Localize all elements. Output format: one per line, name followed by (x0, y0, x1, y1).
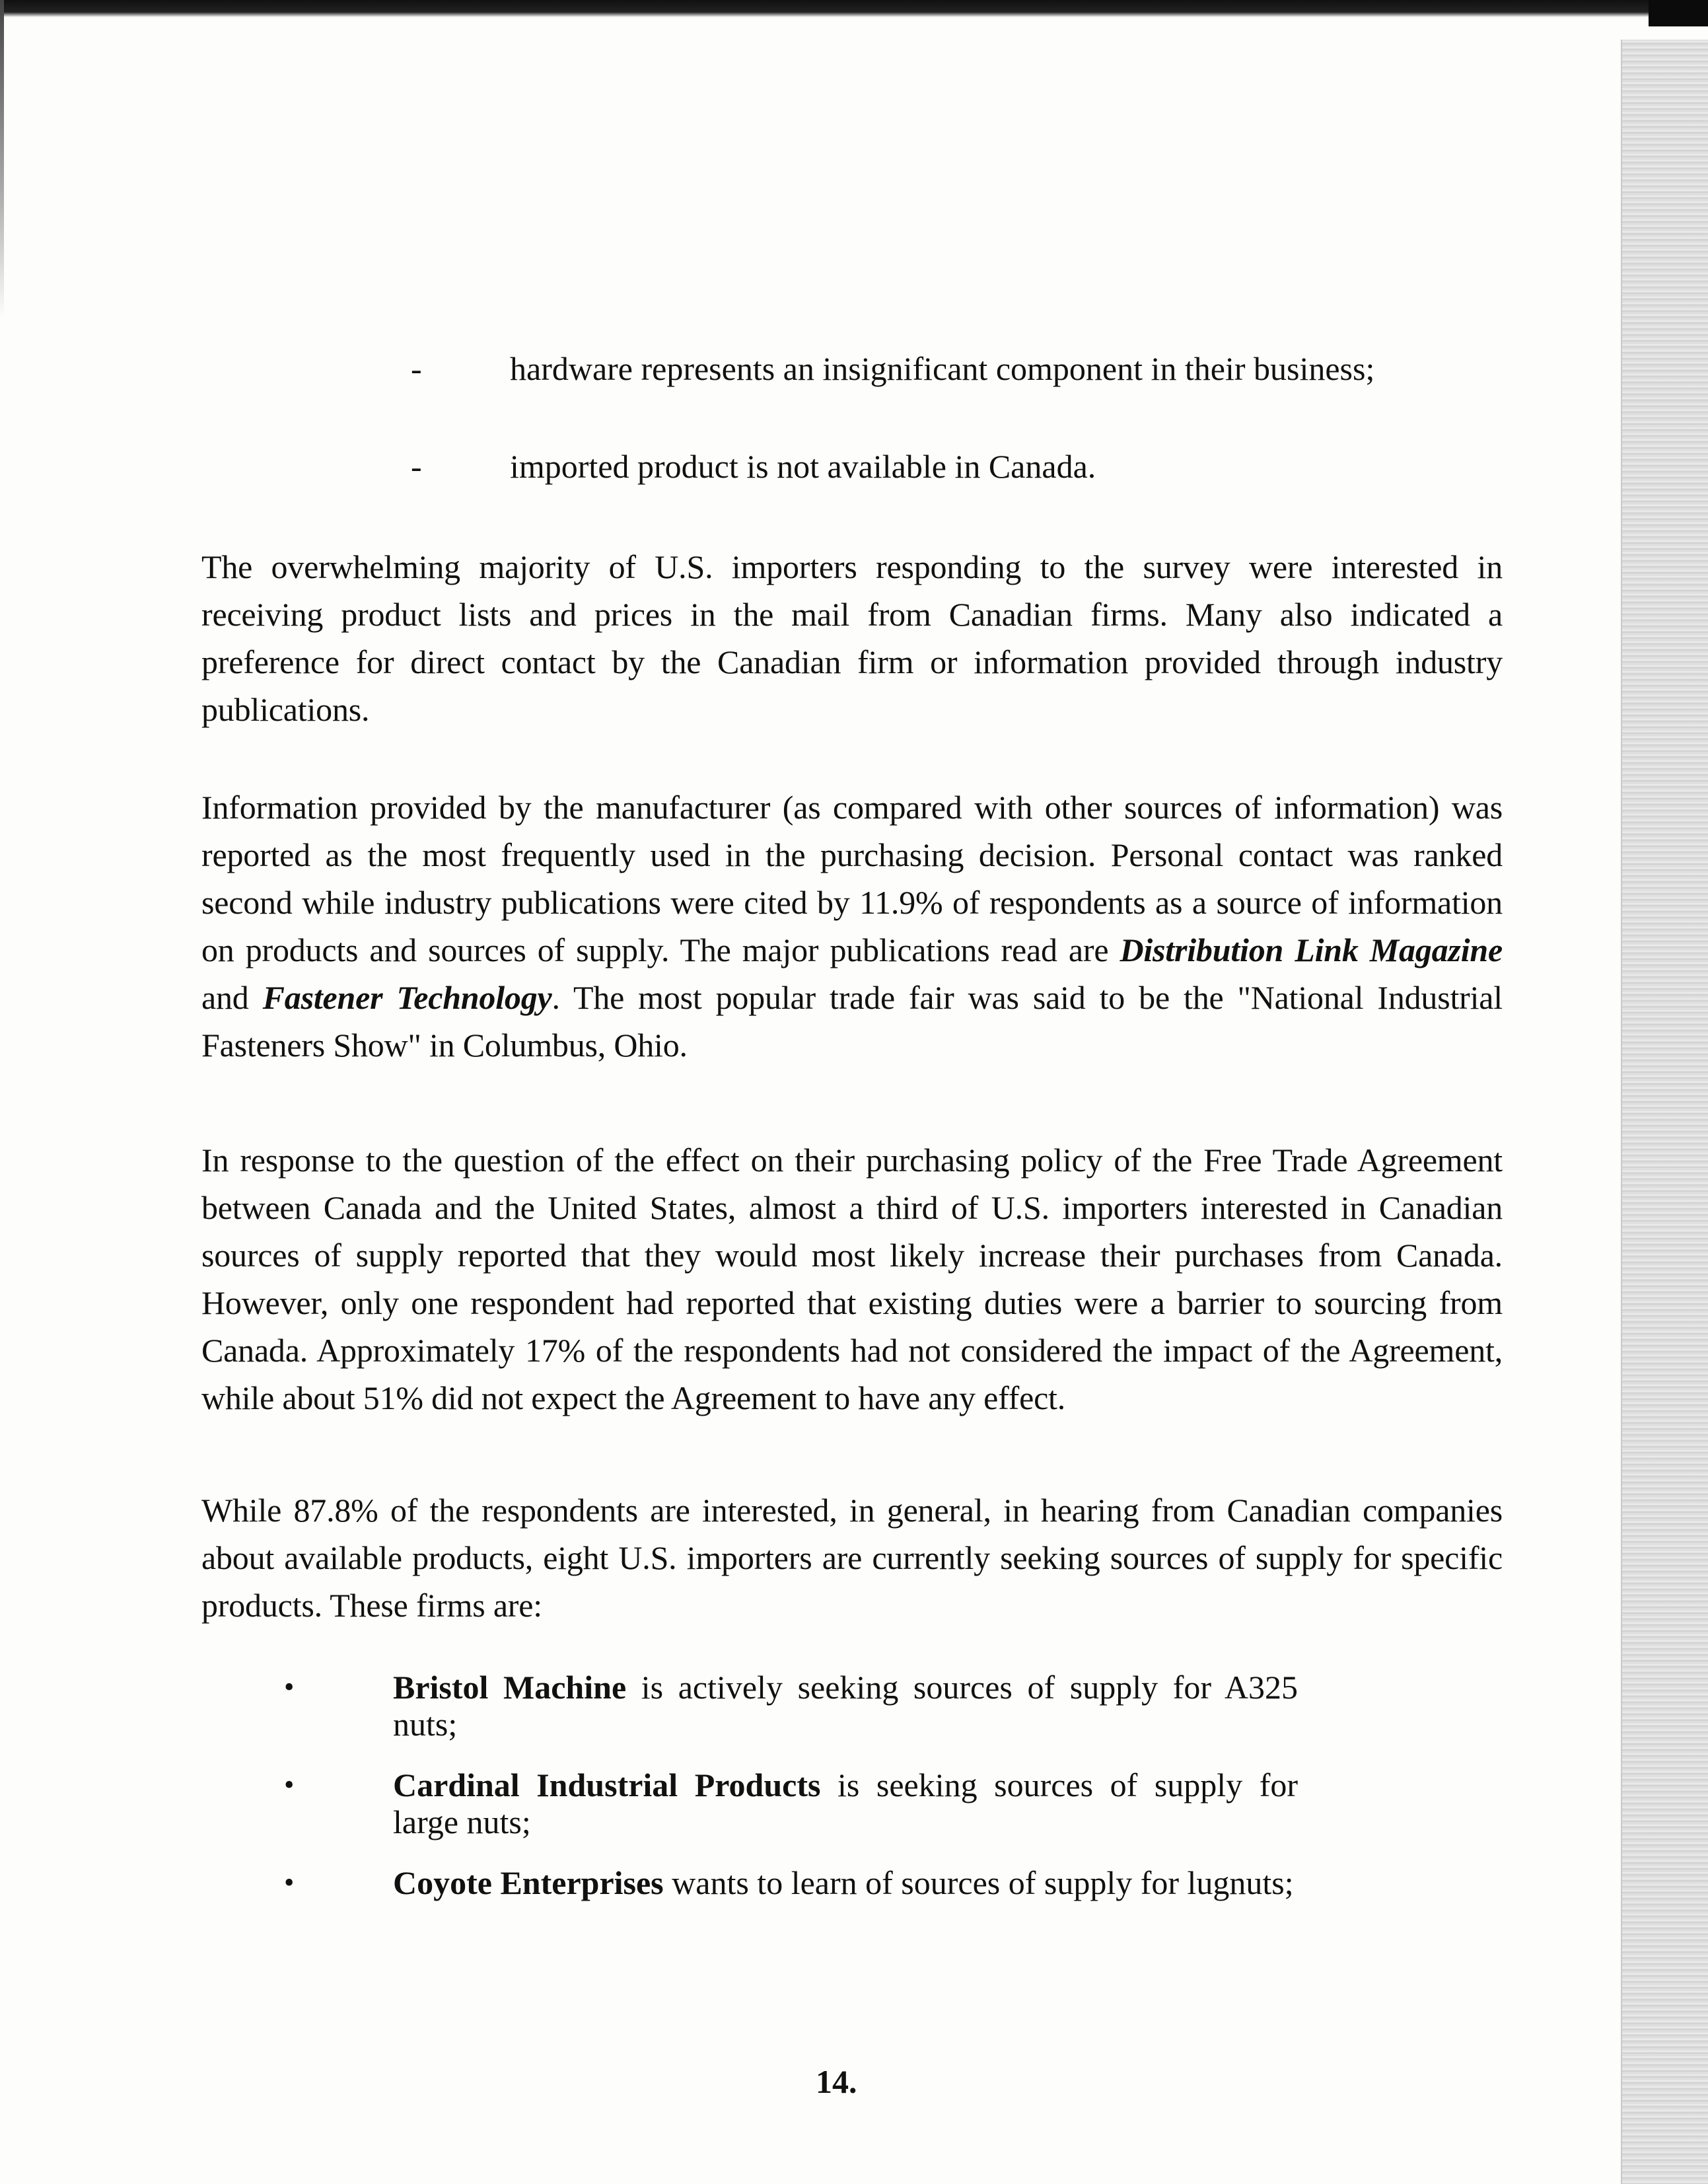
publication-title: Distribution Link Magazine (1120, 931, 1503, 968)
bullet-item-description: is seeking sources of supply for large nuts; (393, 1766, 1298, 1840)
dash-marker: - (411, 350, 422, 387)
bullet-item-description: is actively seeking sources of supply for A325 nuts; (393, 1669, 1298, 1743)
scan-top-right-shadow (1649, 0, 1708, 26)
dash-list-item (411, 350, 1402, 424)
bullet-marker: • (284, 1866, 295, 1899)
paragraph-text (201, 783, 1503, 1069)
dash-list-item (411, 448, 1402, 488)
paragraph-text-part: . The most popular trade fair was said to be the "National Industrial Fasteners Show" in Columbus, Ohio. (201, 979, 1503, 1064)
paragraph-free-trade-agreement (201, 1136, 1503, 1422)
page-number: 14. (816, 2063, 857, 2100)
bullet-item-text (393, 1669, 1298, 1743)
paragraph-text: In response to the question of the effect on their purchasing policy of the Free Trade Agreement between Canada and the United States, almost a third of U.S. importers interested in Canadian sources of supply reported that they would most likely increase their purchases from Canada. However, only one respondent had reported that existing duties were a barrier to sourcing from Canada. Approximately 17% of the respondents had not considered the impact of the Agreement, while about 51% did not expect the Agreement to have any effect. (201, 1142, 1503, 1416)
publication-title: Fastener Technology (262, 979, 552, 1016)
company-name: Cardinal Industrial Products (393, 1766, 821, 1803)
paragraph-text-part: Information provided by the manufacturer (as compared with other sources of information) was reported as the most frequently used in the purchasing decision. Personal contact was ranked second while industry publications were cited by 11.9% of respondents as a source of information on products and sources of supply. The major publications read are (201, 789, 1503, 968)
bullet-item-text (393, 1864, 1298, 1901)
bullet-marker: • (284, 1768, 295, 1801)
bullet-list-item (284, 1864, 1314, 1938)
scan-right-edge (1621, 40, 1708, 2184)
dash-item-text: imported product is not available in Canada. (510, 448, 1096, 485)
dash-marker: - (411, 448, 422, 485)
bullet-marker: • (284, 1671, 295, 1703)
paragraph-importer-interest (201, 543, 1503, 733)
paragraph-text: The overwhelming majority of U.S. importers responding to the survey were interested in receiving product lists and prices in the mail from Canadian firms. Many also indicated a preference for direct contact by the Canadian firm or information provided through industry publications. (201, 548, 1503, 728)
bullet-list-item (284, 1766, 1314, 1840)
paragraph-seeking-supply (201, 1486, 1503, 1629)
scan-top-border (0, 0, 1708, 17)
paragraph-text-part: and (201, 979, 263, 1016)
paragraph-text: While 87.8% of the respondents are interested, in general, in hearing from Canadian companies about available products, eight U.S. importers are currently seeking sources of supply for specific products. These firms are: (201, 1492, 1503, 1624)
paragraph-information-sources (201, 783, 1503, 1069)
company-name: Bristol Machine (393, 1669, 627, 1706)
bullet-item-description: wants to learn of sources of supply for lugnuts; (663, 1864, 1294, 1901)
company-name: Coyote Enterprises (393, 1864, 664, 1901)
bullet-list-item (284, 1669, 1314, 1743)
dash-item-text: hardware represents an insignificant component in their business; (510, 350, 1375, 387)
scan-left-edge (0, 0, 4, 317)
bullet-item-text (393, 1766, 1298, 1840)
